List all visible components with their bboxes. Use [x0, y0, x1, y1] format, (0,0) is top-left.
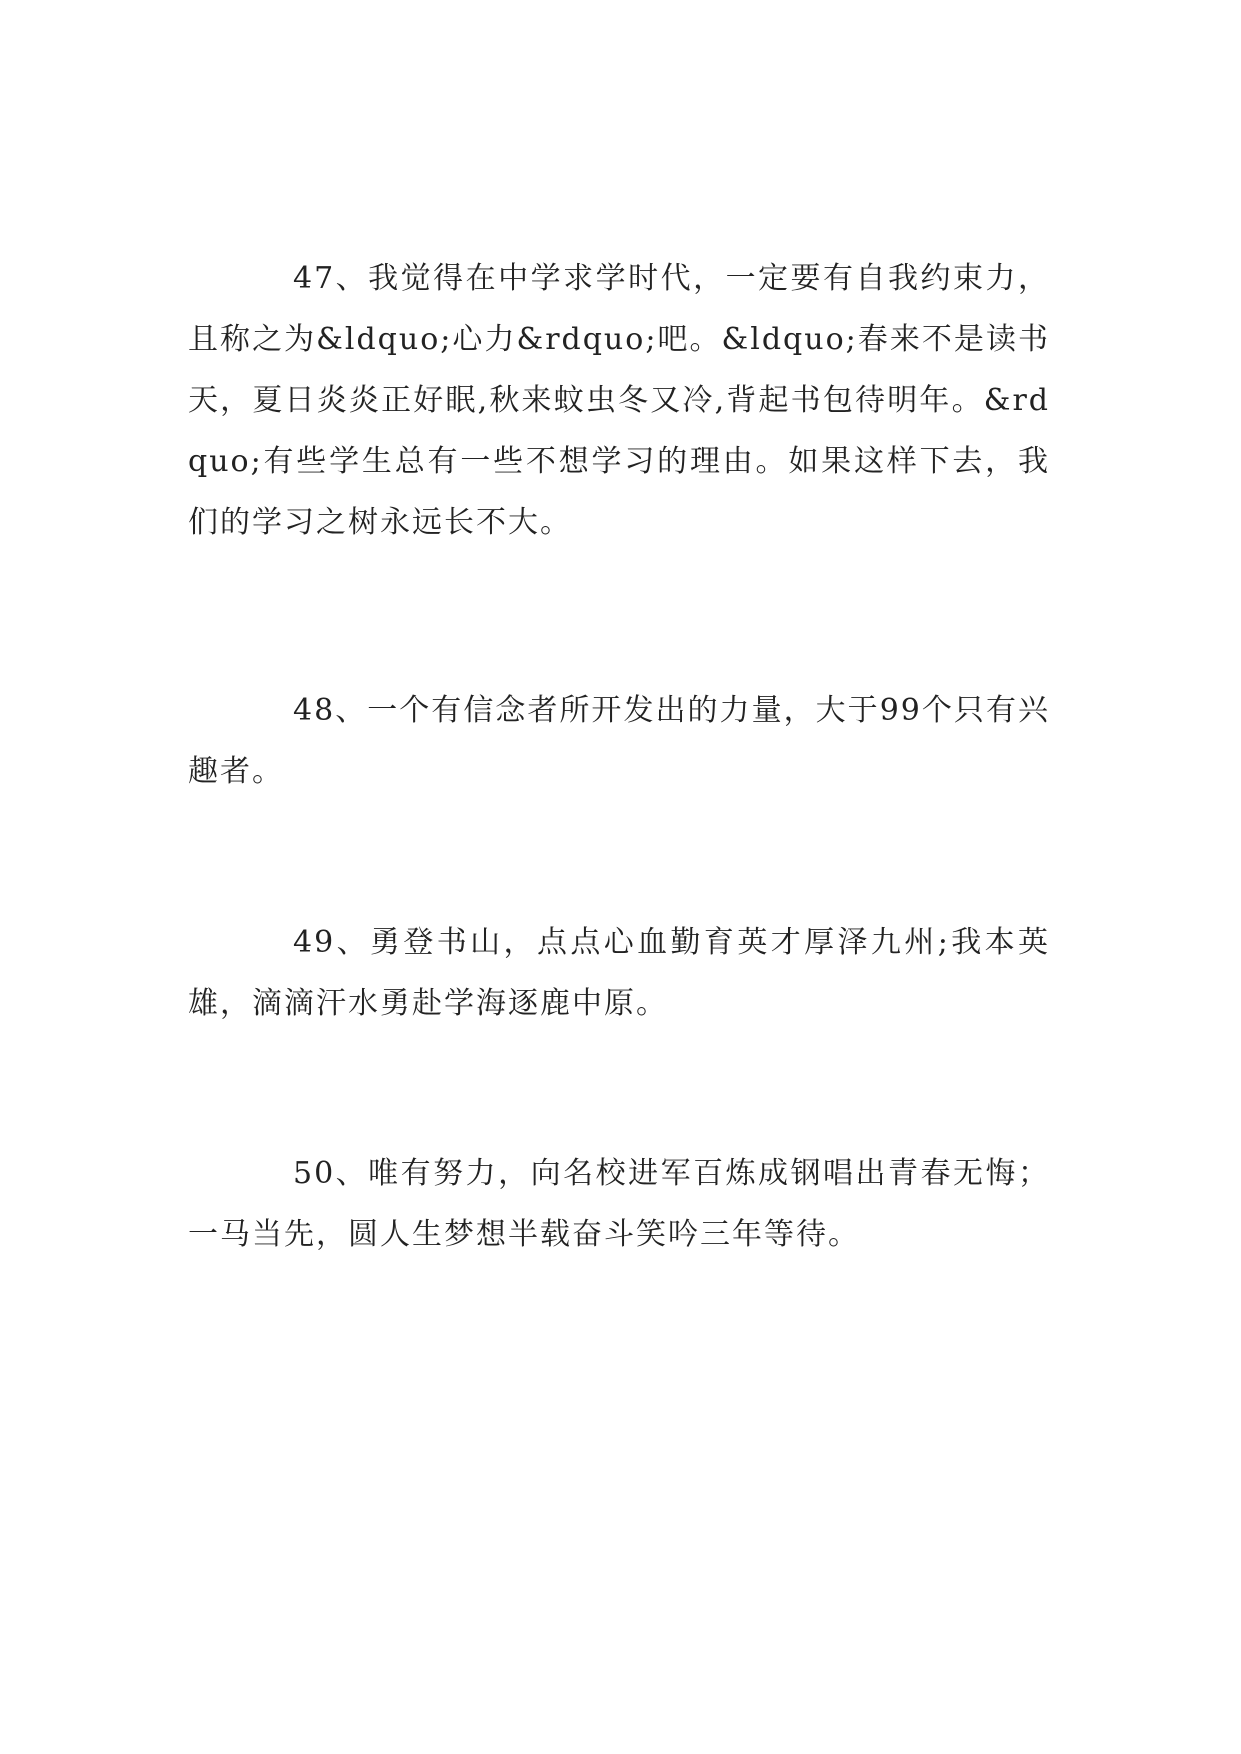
paragraph-50: 50、唯有努力，向名校进军百炼成钢唱出青春无悔；一马当先，圆人生梦想半载奋斗笑吟三年等待。 — [188, 1156, 1050, 1252]
paragraph-47: 47、我觉得在中学求学时代，一定要有自我约束力，且称之为&ldquo;心力&rdquo;吧。&ldquo;春来不是读书天，夏日炎炎正好眠,秋来蚊虫冬又冷,背起书包待明年。&rdquo;有些学生总有一些不想学习的理由。如果这样下去，我们的学习之树永远长不大。 — [188, 261, 1050, 540]
paragraph-49: 49、勇登书山，点点心血勤育英才厚泽九州;我本英雄，滴滴汗水勇赴学海逐鹿中原。 — [188, 925, 1050, 1021]
paragraph-48: 48、一个有信念者所开发出的力量，大于99个只有兴趣者。 — [188, 693, 1050, 789]
